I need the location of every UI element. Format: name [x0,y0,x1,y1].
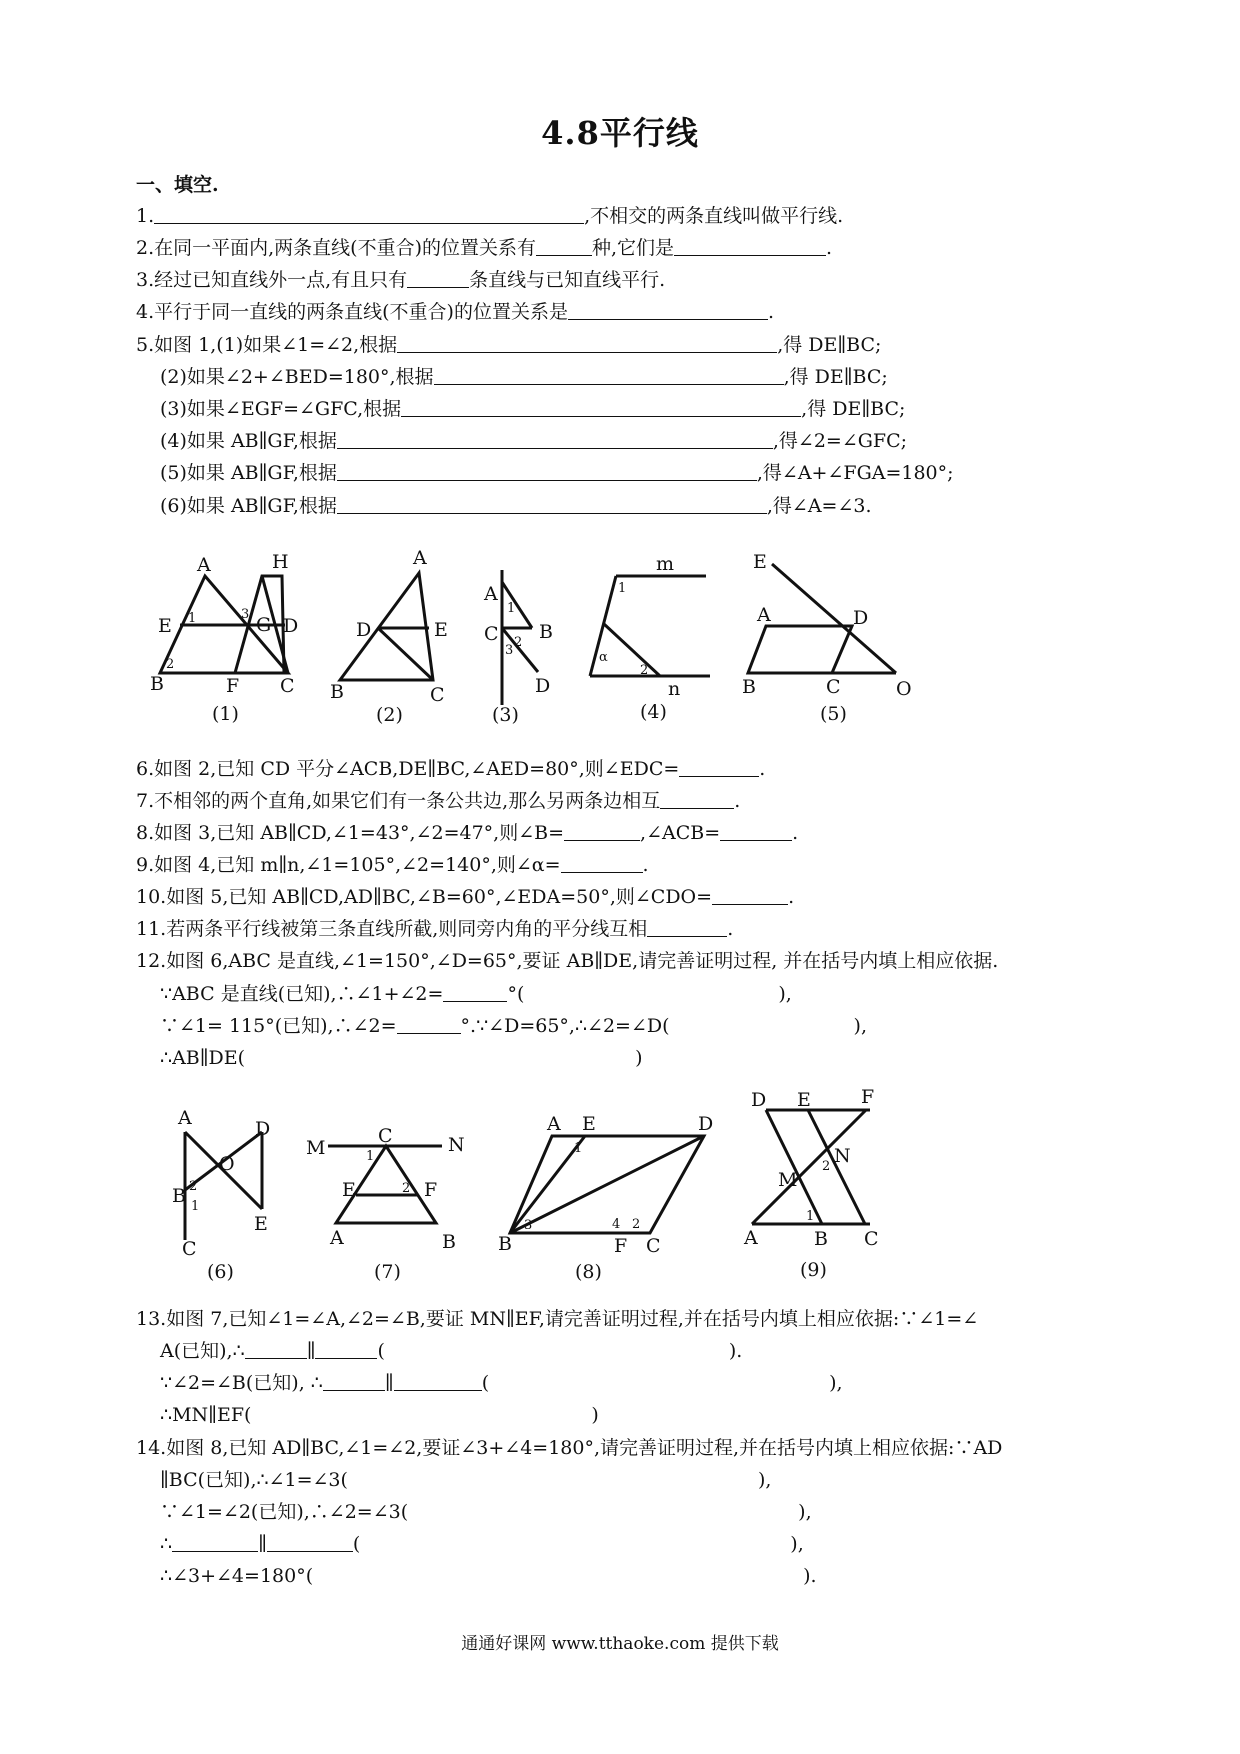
fig7-label-m: M [306,1137,326,1159]
q12-l3-text: ∴AB∥DE( [160,1047,246,1069]
q2-text-c: . [826,237,833,259]
q13-line-1 [160,1339,742,1363]
question-4 [136,300,774,324]
fig7-label-a: A [330,1227,344,1249]
fig2-caption: (2) [376,704,403,726]
q14-l3-par: ∥ [258,1533,267,1555]
fig2-label-c: C [430,684,445,706]
fig9-label-c: C [864,1228,879,1250]
q14-line-2 [160,1500,812,1524]
q1-number: 1. [136,205,155,227]
q14-l3-text: ∴ [160,1533,173,1555]
q13-blank-2[interactable] [315,1340,377,1359]
fig1-angle-2: 2 [166,657,175,672]
q14-l3-open: ( [352,1533,361,1555]
question-3 [136,268,665,292]
fig1-label-g: G [256,614,272,636]
fig5-label-b: B [742,676,756,698]
q5-4-result: ,得∠2=∠GFC; [772,430,908,452]
fig4-label-m: m [656,553,675,575]
section-heading: 一、填空. [136,174,219,196]
fig5-label-c: C [826,676,841,698]
question-5-4 [160,429,907,453]
q7-end: . [734,790,741,812]
q5-2-result: ,得 DE∥BC; [783,366,888,388]
q13-intro: 13.如图 7,已知∠1=∠A,∠2=∠B,要证 MN∥EF,请完善证明过程,并在括号内填上相应依据:∵∠1=∠ [136,1308,979,1330]
q5-3-result: ,得 DE∥BC; [801,398,906,420]
q12-line-1 [160,982,792,1006]
question-1 [136,204,843,228]
q12-blank-1[interactable] [443,983,507,1002]
q13-l2-par: ∥ [384,1372,394,1394]
q3-blank[interactable] [407,269,469,288]
q5-4-blank[interactable] [337,430,773,449]
figure-5 [742,551,912,725]
q10-end: . [788,886,795,908]
figures-row-2 [0,1086,1240,1290]
q14-line-3 [160,1532,804,1556]
q13-l3-text: ∴MN∥EF( [160,1404,252,1426]
q5-2-text: (2)如果∠2+∠BED=180°,根据 [160,366,434,388]
fig6-label-b: B [172,1185,186,1207]
fig8-label-f: F [614,1235,628,1257]
footer-credit: 通通好课网 www.tthaoke.com 提供下载 [461,1634,779,1654]
q13-l1-par: ∥ [306,1340,316,1362]
fig3-angle-3: 3 [505,643,514,658]
q8-text-b: ,∠ACB= [640,822,721,844]
fig8-angle-2: 2 [632,1217,641,1232]
q5-6-result: ,得∠A=∠3. [766,495,872,517]
question-5-3 [160,397,905,421]
q14-blank-1[interactable] [172,1533,258,1552]
q14-l4-text: ∴∠3+∠4=180°( [160,1565,314,1587]
fig7-caption: (7) [374,1261,401,1283]
q8-blank-1[interactable] [564,822,640,841]
q9-text: 9.如图 4,已知 m∥n,∠1=105°,∠2=140°,则∠α= [136,854,561,876]
fig7-angle-1: 1 [366,1149,375,1164]
figure-9 [743,1086,879,1281]
q12-l3-end: ) [635,1047,643,1069]
question-13 [136,1307,978,1331]
fig8-label-a: A [547,1113,561,1135]
fig8-label-c: C [646,1235,661,1257]
q2-text-a: 2.在同一平面内,两条直线(不重合)的位置关系有 [136,237,536,259]
fig8-angle-1: 1 [574,1141,583,1156]
fig9-label-f: F [861,1086,875,1108]
fig5-label-a: A [757,604,771,626]
question-2 [136,236,832,260]
q9-end: . [642,854,649,876]
question-5-1 [136,333,881,357]
fig1-caption: (1) [212,703,239,725]
question-12 [136,949,998,973]
q2-blank-1[interactable] [536,237,592,256]
q12-l1-mid: °( [507,983,525,1005]
q3-text-a: 3.经过已知直线外一点,有且只有 [136,269,408,291]
q5-5-text: (5)如果 AB∥GF,根据 [160,462,337,484]
fig9-caption: (9) [800,1259,827,1281]
q6-text: 6.如图 2,已知 CD 平分∠ACB,DE∥BC,∠AED=80°,则∠EDC= [136,758,680,780]
fig6-caption: (6) [207,1261,234,1283]
fig3-label-b: B [539,621,553,643]
fig2-label-d: D [356,619,372,641]
fig8-angle-3: 3 [524,1218,533,1233]
question-6 [136,757,765,781]
q8-blank-2[interactable] [720,822,792,841]
q3-text-b: 条直线与已知直线平行. [469,269,666,291]
q14-l1-text: ∥BC(已知),∴∠1=∠3( [160,1469,348,1491]
q13-blank-4[interactable] [394,1372,482,1391]
fig3-angle-2: 2 [514,635,523,650]
q5-4-text: (4)如果 AB∥GF,根据 [160,430,337,452]
q14-line-1 [160,1468,771,1492]
figure-8 [498,1113,713,1283]
q13-l2-text: ∵∠2=∠B(已知), ∴ [160,1372,323,1394]
q12-blank-2[interactable] [397,1015,461,1034]
q6-blank[interactable] [679,758,759,777]
q13-blank-3[interactable] [323,1372,385,1391]
fig2-label-b: B [330,681,344,703]
fig1-label-c: C [280,675,295,697]
fig4-angle-1: 1 [618,581,627,596]
fig9-label-b: B [814,1228,828,1250]
fig7-label-b: B [442,1231,456,1253]
figure-2 [330,547,448,726]
q14-l3-end: ), [790,1533,804,1555]
fig9-label-e: E [797,1089,811,1111]
fig9-angle-2: 2 [822,1159,831,1174]
figure-1 [150,551,298,725]
fig9-angle-1: 1 [806,1209,815,1224]
fig5-label-d: D [853,607,869,629]
q13-blank-1[interactable] [245,1340,307,1359]
fig3-caption: (3) [492,704,519,726]
fig8-label-e: E [582,1113,596,1135]
fig6-label-e: E [254,1213,268,1235]
q5-5-blank[interactable] [337,462,757,481]
q13-l1-open: ( [377,1340,385,1362]
q2-text-b: 种,它们是 [592,237,675,259]
q12-intro: 12.如图 6,ABC 是直线,∠1=150°,∠D=65°,要证 AB∥DE,请完善证明过程, 并在括号内填上相应依据. [136,950,999,972]
question-5-5 [160,461,954,485]
figures-row-1 [0,540,1240,740]
q13-l2-open: ( [481,1372,490,1394]
q9-blank[interactable] [561,854,643,873]
q14-l4-end: ). [803,1565,817,1587]
fig9-label-m: M [778,1169,798,1191]
fig7-label-c: C [378,1125,393,1147]
fig3-angle-1: 1 [507,601,516,616]
fig7-angle-2: 2 [402,1181,411,1196]
q4-text-b: . [767,301,775,323]
fig7-label-f: F [424,1179,438,1201]
fig3-label-d: D [535,675,551,697]
fig3-label-c: C [484,623,499,645]
page-title: 4.8平行线 [541,114,699,152]
fig8-label-b: B [498,1233,512,1255]
q7-text: 7.不相邻的两个直角,如果它们有一条公共边,那么另两条边相互 [136,790,661,812]
fig1-label-h: H [272,551,289,573]
fig1-angle-3: 3 [241,607,250,622]
figure-6 [172,1107,270,1283]
q12-line-2 [160,1014,867,1038]
figure-4 [590,553,710,723]
question-8 [136,821,798,845]
q6-end: . [759,758,766,780]
q14-l2-text: ∵∠1=∠2(已知),∴∠2=∠3( [160,1501,409,1523]
q11-end: . [727,918,734,940]
fig4-caption: (4) [640,701,667,723]
q5-6-text: (6)如果 AB∥GF,根据 [160,495,337,517]
fig6-angle-2: 2 [189,1179,198,1194]
q7-blank[interactable] [660,790,734,809]
fig2-label-e: E [434,619,448,641]
fig8-label-d: D [698,1113,714,1135]
q13-l3-end: ) [591,1404,599,1426]
q13-l2-end: ), [829,1372,843,1394]
q12-l2-mid: °.∵∠D=65°,∴∠2=∠D( [460,1015,670,1037]
fig4-angle-2: 2 [640,663,649,678]
q5-5-result: ,得∠A+∠FGA=180°; [756,462,954,484]
fig6-label-a: A [178,1107,192,1129]
q14-blank-2[interactable] [267,1533,353,1552]
fig1-angle-1: 1 [188,611,197,626]
fig6-label-d: D [255,1118,271,1140]
question-5-2 [160,365,888,389]
q13-line-3 [160,1403,599,1427]
fig4-label-n: n [668,678,681,700]
q11-blank[interactable] [647,918,727,937]
q2-blank-2[interactable] [674,237,826,256]
fig1-label-b: B [150,673,164,695]
q13-line-2 [160,1371,843,1395]
q5-6-blank[interactable] [337,495,767,514]
fig8-angle-4: 4 [612,1217,621,1232]
q10-text: 10.如图 5,已知 AB∥CD,AD∥BC,∠B=60°,∠EDA=50°,则∠CDO= [136,886,713,908]
q12-l1-end: ), [778,983,792,1005]
q1-text: ,不相交的两条直线叫做平行线. [584,205,844,227]
fig5-caption: (5) [820,703,847,725]
fig1-label-e: E [158,615,172,637]
fig9-label-a: A [744,1227,758,1249]
question-14 [136,1436,1002,1460]
q4-text-a: 4.平行于同一直线的两条直线(不重合)的位置关系是 [136,301,568,323]
q14-l1-end: ), [757,1469,772,1491]
q13-l1-text: A(已知),∴ [160,1340,245,1362]
q12-line-3 [160,1046,643,1070]
fig3-label-a: A [484,583,498,605]
figure-3 [483,570,553,726]
fig9-label-d: D [751,1089,767,1111]
fig2-label-a-text: A [413,547,427,569]
q8-end: . [792,822,799,844]
q12-l2-end: ), [853,1015,867,1037]
q14-l2-end: ), [798,1501,812,1523]
fig4-angle-alpha: α [599,650,608,665]
fig7-label-n: N [448,1134,465,1156]
fig1-label-a: A [197,554,211,576]
fig1-label-f: F [226,675,240,697]
q10-blank[interactable] [712,886,788,905]
q11-text: 11.若两条平行线被第三条直线所截,则同旁内角的平分线互相 [136,918,648,940]
q5-1-text: 5.如图 1,(1)如果∠1=∠2,根据 [136,334,398,356]
question-9 [136,853,649,877]
q5-3-text: (3)如果∠EGF=∠GFC,根据 [160,398,402,420]
q13-l1-end: ). [728,1340,743,1362]
question-7 [136,789,740,813]
q12-l2-text: ∵∠1= 115°(已知),∴∠2= [160,1015,397,1037]
q14-line-4 [160,1564,817,1588]
fig1-label-d: D [283,615,299,637]
fig8-caption: (8) [575,1261,602,1283]
q14-intro: 14.如图 8,已知 AD∥BC,∠1=∠2,要证∠3+∠4=180°,请完善证明过程,并在括号内填上相应依据:∵AD [136,1437,1003,1459]
fig7-label-e: E [342,1179,356,1201]
q4-blank[interactable] [568,301,768,320]
figure-7 [306,1125,465,1283]
q5-1-blank[interactable] [397,334,777,353]
question-5-6 [160,494,872,518]
question-11 [136,917,733,941]
fig6-label-o: O [219,1153,235,1175]
q12-l1-text: ∵ABC 是直线(已知),∴∠1+∠2= [160,983,444,1005]
fig6-angle-1: 1 [191,1199,200,1214]
q5-3-blank[interactable] [401,398,801,417]
fig6-label-c: C [182,1238,197,1260]
q1-blank[interactable] [154,205,584,224]
q5-2-blank[interactable] [434,366,784,385]
q8-text: 8.如图 3,已知 AB∥CD,∠1=43°,∠2=47°,则∠B= [136,822,565,844]
fig9-label-n: N [834,1145,851,1167]
question-10 [136,885,794,909]
q5-1-result: ,得 DE∥BC; [777,334,882,356]
fig5-label-e: E [753,551,767,573]
fig5-label-o: O [896,678,912,700]
